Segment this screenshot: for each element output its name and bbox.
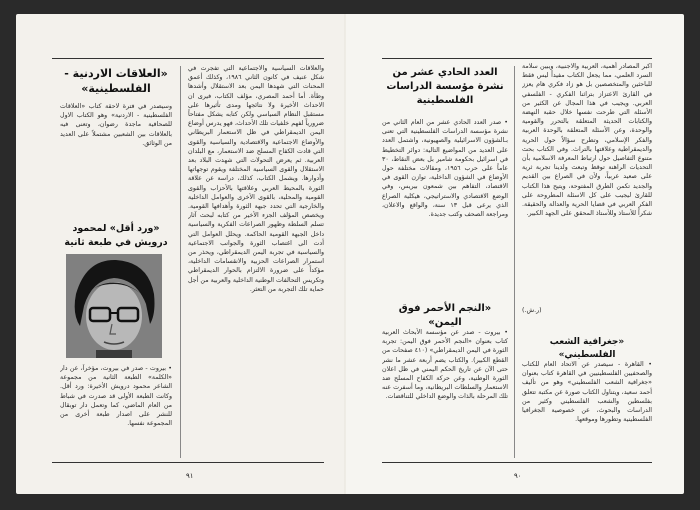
heading-jordan-relations: «العلاقات الاردنية - الفلسطينية»: [64, 67, 168, 95]
page-number-left: ٩١: [186, 472, 194, 480]
bottom-rule: [382, 462, 652, 463]
left-page: [16, 14, 344, 494]
article-yemen-continued-text: والعلاقات السياسية والاجتماعية التي تفجرت في شكل عنيف في كانون الثاني ١٩٨٦، وكذلك أعمق المحنات التي شهدها اليمن بعد الاستقلال وأشدها وطأة. أما أحمد المصري، مؤلف الكتاب، فيرى ان الاحداث الأخيرة ولا نتائجها ومدى تأثيرها على مستقبل النظام السياسي ولكن كتابه يشكل مفتاحاً ضرورياً لفهم خلفيات تلك الأحداث، فهو يدرس أوضاع اليمن الديمقراطي في ظل الاستعمار البريطاني والأوضاع الاجتماعية والاقتصادية والسياسية والقوى التي قادت الكفاح المسلح ضد الاستعمار، مع البلدان العربية. ثم يعرض التحولات التي شهدت البلاد بعد الاستقلال والقوى السياسية المختلفة ويقوم توجهاتها وأدوارها. ويشمل الكتاب، كذلك، دراسة عن علاقة الثورة بالمحيط العربي وعلاقتها بالأحزاب والقوى القومية والمحلية، بالقوى الأخرى والعوامل الداخلية والخارجية التي تحدد جبهة الثورة وأهدافها القومية. ويخصص المؤلف الجزء الأخير من كتابه لبحث آثار تسلم السلطة وظهور الصراعات الفكرية والسياسية داخل الجبهة القومية الحاكمة. ويحلل العوامل التي أدت الى اغتصاب الثورة والجوانب الاجتماعية والسياسية في تجربة اليمن الديمقراطي، ويحذر من استمرار الصراعات الحزبية والانقسامات الداخلية، مؤكداً على ضرورة الالتزام بالحوار الديمقراطي وتكريس التحالفات الوطنية الداخلية والعربية من أجل حماية تلك التجربة من التعثر.: [188, 65, 324, 293]
article-geography: [522, 360, 652, 456]
article-book-review-text: اكبر المصادر أهمية، العربية والاجنبية، ويبين سلامة السرد العلمي، مما يجعل الكتاب مفيداً ليس فقط للباحثين والمتخصصين بل هو زاد فكري هام يعزز في القارئ الاعتزاز بتراثنا الفكري - الفلسفي العربي. ويجيب في هذا المجال عن الكثير من الأسئلة التي طرحت نفسها خلال حقبة النهضة والكتابات الحديثة المتعلقة بالتحرر والقومية والوحدة، وعن الأسئلة المتعلقة بالوحدة العربية والفكر الإسلامي، وتطرح سؤالاً حول الحرية والديمقراطية وعلاقتها بالتراث. وفي الكتاب بحث متنوع التفاصيل حول ارتباط المعرفة الاسلامية بأن التحديات الراهنة توقظ وتبعث ولدينا تجربة ثرية على صعيد عربياً، ولأن في الصراع بين القديم والجديد تكمن الطرق المفتوحة، ويتيح هذا الكتاب للقارئ ليجيب على كل الاسئلة المطروحة على الفكر العربي في قضايا الحرية والعدالة والحقيقة. شكراً للأستاذ وللأستاذ المحقق على الجهد الكبير.: [522, 63, 652, 218]
article-jordan-relations: [60, 102, 172, 177]
page-number-right: ٩٠: [514, 472, 522, 480]
article-yemen-continued: [188, 64, 324, 458]
heading-bulletin: العدد الحادي عشر من نشرة مؤسسة الدراسات الفلسطينية: [386, 67, 504, 106]
article-bulletin: [382, 118, 508, 284]
top-rule: [382, 58, 652, 59]
article-jordan-text: وسيصدر في فترة لاحقة كتاب «العلاقات الفلسطينية - الاردنية» وهو الكتاب الاول للصحافية ماجدة رضوان، وتعنى فيه بالعلاقات بين الشعبين مشتملاً على العديد من الوثائق.: [60, 103, 172, 147]
heading-red-star: «النجم الأحمر فوق اليمن»: [398, 303, 492, 328]
signature-text: (ر.ش.): [522, 307, 542, 314]
bottom-rule: [52, 462, 324, 463]
article-bulletin-text: • صدر العدد الحادي عشر من العام الثاني من نشرة مؤسسة الدراسات الفلسطينية التي تعنى بـالشؤون الاسرائيلية والصهيونية، واشتمل العدد على العديد من المواضيع التالية: دوائر التخطيط في اسرائيل بحكومة شامير بل بعض النقاط، ٣٠ عاماً على حرب ١٩٥٦، ومقالات مختلفة حول الأوضاع في الشؤون الداخلية، توازن القوى في الاقتصاد، التفاهم بين شمعون بيريس، وفي الوضع الاقتصادي والاستراتيجي، هيكلية الصراع الذي يرعى قبل ١٣ سنة، والواقع والاعلان، ومراجعة الصحف وكتب جديدة.: [382, 119, 508, 219]
article-red-star-text: • بيروت - صدر عن مؤسسة الأبحاث العربية كتاب بعنوان «النجم الأحمر فوق اليمن: تجربة الثورة في اليمن الديمقراطي» (٤١٠ صفحات من القطع الكبير). والكتاب يضم أربعة عشر ما نشر حتى الآن عن تاريخ الحكم اليمني في ظل اعلان الثورة الوطنية، وعن حركة الكفاح المسلح ضد الاستعمار والسلطات البريطانية، وما أسفرت عنه تلك المرحلة بالذات والوضع الداخلي للتناقضات.: [382, 329, 508, 401]
article-book-review: [522, 62, 652, 302]
column-divider: [180, 66, 181, 458]
heading-darwish: «ورد أقل» لمحمود درويش في طبعة ثانية: [64, 223, 168, 248]
signature: [522, 306, 652, 318]
top-rule: [52, 58, 324, 59]
column-divider: [514, 66, 515, 458]
portrait-photo: [66, 254, 162, 358]
article-darwish-text: • بيروت - صدر في بيروت، مؤخراً، عن دار «الكلمة» الطبعة الثانية من مجموعة الشاعر محمود درويش الأخيرة: ورد أقل. وكانت الطبعة الأولى قد صدرت في شباط من العام الماضي، كما وتعمل دار توبقال للنشر على اصدار طبعة أخرى من المجموعة نفسها.: [60, 365, 172, 428]
article-darwish: [60, 364, 172, 454]
heading-geography: «جغرافية الشعب الفلسطيني»: [549, 337, 625, 360]
article-geography-text: • القاهرة - سيصدر عن الاتحاد العام للكتاب والصحفيين الفلسطينيين في القاهرة كتاب بعنوان «جغرافية الشعب الفلسطيني» وهو من تأليف أحمد سعيد، ويتناول الكتاب صورة عن مكتبة تتعلق بفلسطين والشعب الفلسطيني وكثير من الدراسات والبحوث، عن خصوصية الجغرافيا الفلسطينية وتطورها وموقعها.: [522, 361, 652, 424]
right-page: [346, 14, 684, 494]
article-red-star: [382, 328, 508, 458]
